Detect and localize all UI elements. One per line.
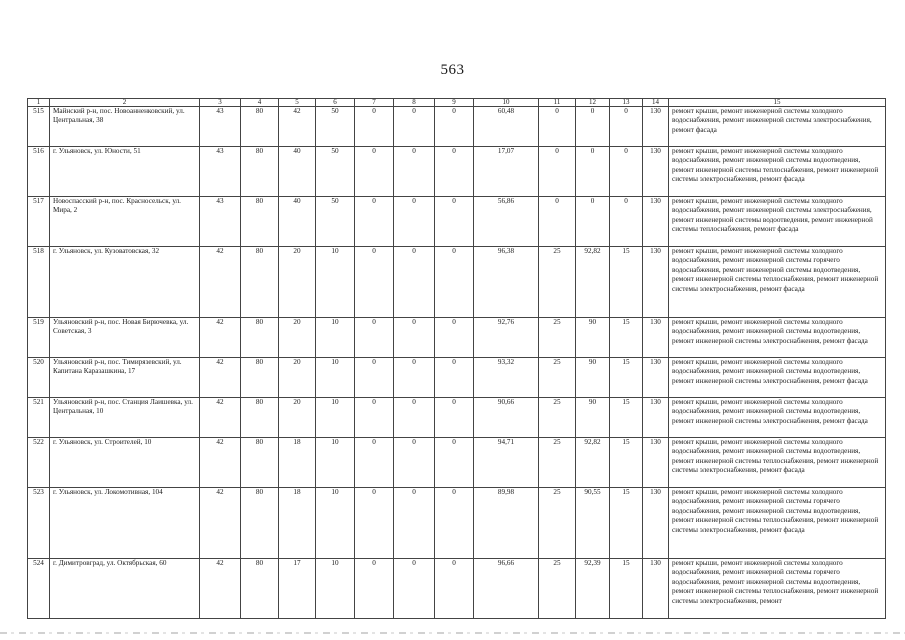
value-cell: 0 bbox=[355, 147, 394, 197]
value-cell: 0 bbox=[394, 107, 435, 147]
table-row bbox=[28, 358, 886, 398]
value-cell: 90 bbox=[576, 318, 610, 358]
value-cell: 15 bbox=[610, 318, 643, 358]
row-number-cell: 515 bbox=[28, 107, 50, 147]
value-cell: 0 bbox=[435, 247, 474, 318]
value-cell: 0 bbox=[355, 438, 394, 488]
table-row bbox=[28, 197, 886, 247]
value-cell: 43 bbox=[200, 147, 241, 197]
col-header: 11 bbox=[539, 99, 576, 107]
value-cell: 25 bbox=[539, 438, 576, 488]
value-cell: 15 bbox=[610, 438, 643, 488]
value-cell: 96,38 bbox=[474, 247, 539, 318]
value-cell: 25 bbox=[539, 488, 576, 559]
table-row bbox=[28, 247, 886, 318]
value-cell: 10 bbox=[316, 318, 355, 358]
address-cell: Ульяновский р-н, пос. Новая Бирючевка, ул. Советская, 3 bbox=[50, 318, 200, 358]
value-cell: 0 bbox=[435, 488, 474, 559]
address-cell: Ульяновский р-н, пос. Станция Лаишевка, ул. Центральная, 10 bbox=[50, 398, 200, 438]
works-cell: ремонт крыши, ремонт инженерной системы холодного водоснабжения, ремонт инженерной системы водоотведения, ремонт инженерной системы электроснабжения, ремонт фасада bbox=[669, 398, 886, 438]
value-cell: 15 bbox=[610, 488, 643, 559]
value-cell: 15 bbox=[610, 559, 643, 619]
value-cell: 10 bbox=[316, 247, 355, 318]
value-cell: 130 bbox=[643, 488, 669, 559]
value-cell: 80 bbox=[241, 318, 279, 358]
value-cell: 50 bbox=[316, 107, 355, 147]
value-cell: 17,07 bbox=[474, 147, 539, 197]
value-cell: 0 bbox=[355, 247, 394, 318]
table-row bbox=[28, 147, 886, 197]
value-cell: 40 bbox=[279, 197, 316, 247]
value-cell: 0 bbox=[355, 107, 394, 147]
value-cell: 20 bbox=[279, 358, 316, 398]
works-cell: ремонт крыши, ремонт инженерной системы холодного водоснабжения, ремонт инженерной системы горячего водоснабжения, ремонт инженерной системы водоотведения, ремонт инженерной системы теплоснабжения, ремонт инженерной системы электроснабжения, ремонт фасада bbox=[669, 488, 886, 559]
row-number-cell: 522 bbox=[28, 438, 50, 488]
value-cell: 42 bbox=[200, 398, 241, 438]
value-cell: 92,76 bbox=[474, 318, 539, 358]
value-cell: 0 bbox=[394, 438, 435, 488]
value-cell: 80 bbox=[241, 488, 279, 559]
value-cell: 0 bbox=[435, 197, 474, 247]
row-number-cell: 517 bbox=[28, 197, 50, 247]
row-number-cell: 520 bbox=[28, 358, 50, 398]
value-cell: 42 bbox=[279, 107, 316, 147]
value-cell: 0 bbox=[394, 197, 435, 247]
address-cell: г. Ульяновск, ул. Кузоватовская, 32 bbox=[50, 247, 200, 318]
value-cell: 80 bbox=[241, 559, 279, 619]
value-cell: 130 bbox=[643, 107, 669, 147]
value-cell: 42 bbox=[200, 488, 241, 559]
value-cell: 0 bbox=[435, 559, 474, 619]
address-cell: Майнский р-н, пос. Новоанненковский, ул. Центральная, 38 bbox=[50, 107, 200, 147]
value-cell: 18 bbox=[279, 438, 316, 488]
value-cell: 130 bbox=[643, 147, 669, 197]
value-cell: 90,55 bbox=[576, 488, 610, 559]
value-cell: 50 bbox=[316, 197, 355, 247]
col-header: 12 bbox=[576, 99, 610, 107]
page-number: 563 bbox=[440, 62, 465, 78]
value-cell: 90 bbox=[576, 398, 610, 438]
scan-edge bbox=[0, 632, 905, 634]
works-cell: ремонт крыши, ремонт инженерной системы холодного водоснабжения, ремонт инженерной системы электроснабжения, ремонт инженерной системы водоотведения, ремонт инженерной системы теплоснабжения, ремонт фасада bbox=[669, 197, 886, 247]
works-cell: ремонт крыши, ремонт инженерной системы холодного водоснабжения, ремонт инженерной системы водоотведения, ремонт инженерной системы теплоснабжения, ремонт инженерной системы электроснабжения, ремонт фасада bbox=[669, 147, 886, 197]
value-cell: 15 bbox=[610, 358, 643, 398]
row-number-cell: 524 bbox=[28, 559, 50, 619]
works-cell: ремонт крыши, ремонт инженерной системы холодного водоснабжения, ремонт инженерной системы горячего водоснабжения, ремонт инженерной системы водоотведения, ремонт инженерной системы теплоснабжения, ремонт инженерной системы электроснабжения, ремонт bbox=[669, 559, 886, 619]
works-cell: ремонт крыши, ремонт инженерной системы холодного водоснабжения, ремонт инженерной системы электроснабжения, ремонт фасада bbox=[669, 107, 886, 147]
value-cell: 0 bbox=[539, 197, 576, 247]
value-cell: 92,39 bbox=[576, 559, 610, 619]
works-cell: ремонт крыши, ремонт инженерной системы холодного водоснабжения, ремонт инженерной системы водоотведения, ремонт инженерной системы теплоснабжения, ремонт инженерной системы электроснабжения, ремонт фасада bbox=[669, 438, 886, 488]
col-header: 2 bbox=[50, 99, 200, 107]
value-cell: 42 bbox=[200, 318, 241, 358]
value-cell: 130 bbox=[643, 398, 669, 438]
table-row bbox=[28, 488, 886, 559]
col-header: 15 bbox=[669, 99, 886, 107]
value-cell: 0 bbox=[394, 318, 435, 358]
value-cell: 40 bbox=[279, 147, 316, 197]
col-header: 14 bbox=[643, 99, 669, 107]
table-row bbox=[28, 318, 886, 358]
value-cell: 25 bbox=[539, 559, 576, 619]
address-cell: г. Ульяновск, ул. Юности, 51 bbox=[50, 147, 200, 197]
value-cell: 42 bbox=[200, 247, 241, 318]
col-header: 5 bbox=[279, 99, 316, 107]
repair-table bbox=[27, 98, 886, 619]
value-cell: 0 bbox=[576, 197, 610, 247]
col-header: 9 bbox=[435, 99, 474, 107]
value-cell: 15 bbox=[610, 247, 643, 318]
value-cell: 89,98 bbox=[474, 488, 539, 559]
value-cell: 0 bbox=[610, 197, 643, 247]
value-cell: 0 bbox=[394, 559, 435, 619]
value-cell: 25 bbox=[539, 398, 576, 438]
value-cell: 0 bbox=[355, 197, 394, 247]
value-cell: 10 bbox=[316, 488, 355, 559]
address-cell: Новоспасский р-н, пос. Красносельск, ул. Мира, 2 bbox=[50, 197, 200, 247]
table-row bbox=[28, 398, 886, 438]
value-cell: 50 bbox=[316, 147, 355, 197]
value-cell: 80 bbox=[241, 147, 279, 197]
table-row bbox=[28, 438, 886, 488]
value-cell: 90 bbox=[576, 358, 610, 398]
value-cell: 90,66 bbox=[474, 398, 539, 438]
value-cell: 0 bbox=[394, 247, 435, 318]
address-cell: Ульяновский р-н, пос. Тимирязевский, ул. Капитана Каразашкина, 17 bbox=[50, 358, 200, 398]
row-number-cell: 518 bbox=[28, 247, 50, 318]
value-cell: 96,66 bbox=[474, 559, 539, 619]
value-cell: 130 bbox=[643, 358, 669, 398]
value-cell: 15 bbox=[610, 398, 643, 438]
value-cell: 0 bbox=[394, 147, 435, 197]
value-cell: 0 bbox=[435, 358, 474, 398]
value-cell: 92,82 bbox=[576, 247, 610, 318]
column-number-row bbox=[28, 99, 886, 107]
value-cell: 25 bbox=[539, 318, 576, 358]
col-header: 6 bbox=[316, 99, 355, 107]
value-cell: 0 bbox=[435, 318, 474, 358]
value-cell: 25 bbox=[539, 247, 576, 318]
col-header: 3 bbox=[200, 99, 241, 107]
value-cell: 0 bbox=[435, 438, 474, 488]
value-cell: 0 bbox=[435, 398, 474, 438]
value-cell: 0 bbox=[355, 398, 394, 438]
table-row bbox=[28, 559, 886, 619]
value-cell: 0 bbox=[576, 107, 610, 147]
value-cell: 0 bbox=[435, 147, 474, 197]
col-header: 8 bbox=[394, 99, 435, 107]
value-cell: 42 bbox=[200, 358, 241, 398]
value-cell: 130 bbox=[643, 318, 669, 358]
value-cell: 130 bbox=[643, 438, 669, 488]
value-cell: 0 bbox=[355, 318, 394, 358]
value-cell: 0 bbox=[435, 107, 474, 147]
value-cell: 130 bbox=[643, 197, 669, 247]
value-cell: 80 bbox=[241, 358, 279, 398]
col-header: 10 bbox=[474, 99, 539, 107]
value-cell: 92,82 bbox=[576, 438, 610, 488]
value-cell: 0 bbox=[539, 107, 576, 147]
value-cell: 0 bbox=[610, 107, 643, 147]
value-cell: 0 bbox=[355, 358, 394, 398]
col-header: 13 bbox=[610, 99, 643, 107]
value-cell: 80 bbox=[241, 438, 279, 488]
value-cell: 42 bbox=[200, 559, 241, 619]
value-cell: 43 bbox=[200, 197, 241, 247]
value-cell: 17 bbox=[279, 559, 316, 619]
value-cell: 0 bbox=[394, 398, 435, 438]
row-number-cell: 521 bbox=[28, 398, 50, 438]
value-cell: 42 bbox=[200, 438, 241, 488]
address-cell: г. Ульяновск, ул. Строителей, 10 bbox=[50, 438, 200, 488]
value-cell: 94,71 bbox=[474, 438, 539, 488]
value-cell: 10 bbox=[316, 358, 355, 398]
value-cell: 0 bbox=[394, 488, 435, 559]
works-cell: ремонт крыши, ремонт инженерной системы холодного водоснабжения, ремонт инженерной системы горячего водоснабжения, ремонт инженерной системы водоотведения, ремонт инженерной системы теплоснабжения, ремонт инженерной системы электроснабжения, ремонт фасада bbox=[669, 247, 886, 318]
works-cell: ремонт крыши, ремонт инженерной системы холодного водоснабжения, ремонт инженерной системы водоотведения, ремонт инженерной системы электроснабжения, ремонт фасада bbox=[669, 358, 886, 398]
value-cell: 0 bbox=[539, 147, 576, 197]
col-header: 4 bbox=[241, 99, 279, 107]
value-cell: 80 bbox=[241, 247, 279, 318]
value-cell: 56,86 bbox=[474, 197, 539, 247]
address-cell: г. Димитровград, ул. Октябрьская, 60 bbox=[50, 559, 200, 619]
value-cell: 20 bbox=[279, 398, 316, 438]
row-number-cell: 523 bbox=[28, 488, 50, 559]
value-cell: 18 bbox=[279, 488, 316, 559]
value-cell: 10 bbox=[316, 438, 355, 488]
value-cell: 10 bbox=[316, 398, 355, 438]
row-number-cell: 519 bbox=[28, 318, 50, 358]
value-cell: 25 bbox=[539, 358, 576, 398]
value-cell: 130 bbox=[643, 559, 669, 619]
value-cell: 0 bbox=[355, 559, 394, 619]
value-cell: 20 bbox=[279, 318, 316, 358]
value-cell: 0 bbox=[610, 147, 643, 197]
value-cell: 80 bbox=[241, 107, 279, 147]
value-cell: 80 bbox=[241, 398, 279, 438]
value-cell: 0 bbox=[394, 358, 435, 398]
address-cell: г. Ульяновск, ул. Локомотивная, 104 bbox=[50, 488, 200, 559]
col-header: 1 bbox=[28, 99, 50, 107]
value-cell: 0 bbox=[355, 488, 394, 559]
value-cell: 20 bbox=[279, 247, 316, 318]
value-cell: 130 bbox=[643, 247, 669, 318]
value-cell: 10 bbox=[316, 559, 355, 619]
value-cell: 60,48 bbox=[474, 107, 539, 147]
row-number-cell: 516 bbox=[28, 147, 50, 197]
value-cell: 43 bbox=[200, 107, 241, 147]
col-header: 7 bbox=[355, 99, 394, 107]
value-cell: 93,32 bbox=[474, 358, 539, 398]
value-cell: 0 bbox=[576, 147, 610, 197]
table-row bbox=[28, 107, 886, 147]
works-cell: ремонт крыши, ремонт инженерной системы холодного водоснабжения, ремонт инженерной системы водоотведения, ремонт инженерной системы электроснабжения, ремонт фасада bbox=[669, 318, 886, 358]
value-cell: 80 bbox=[241, 197, 279, 247]
